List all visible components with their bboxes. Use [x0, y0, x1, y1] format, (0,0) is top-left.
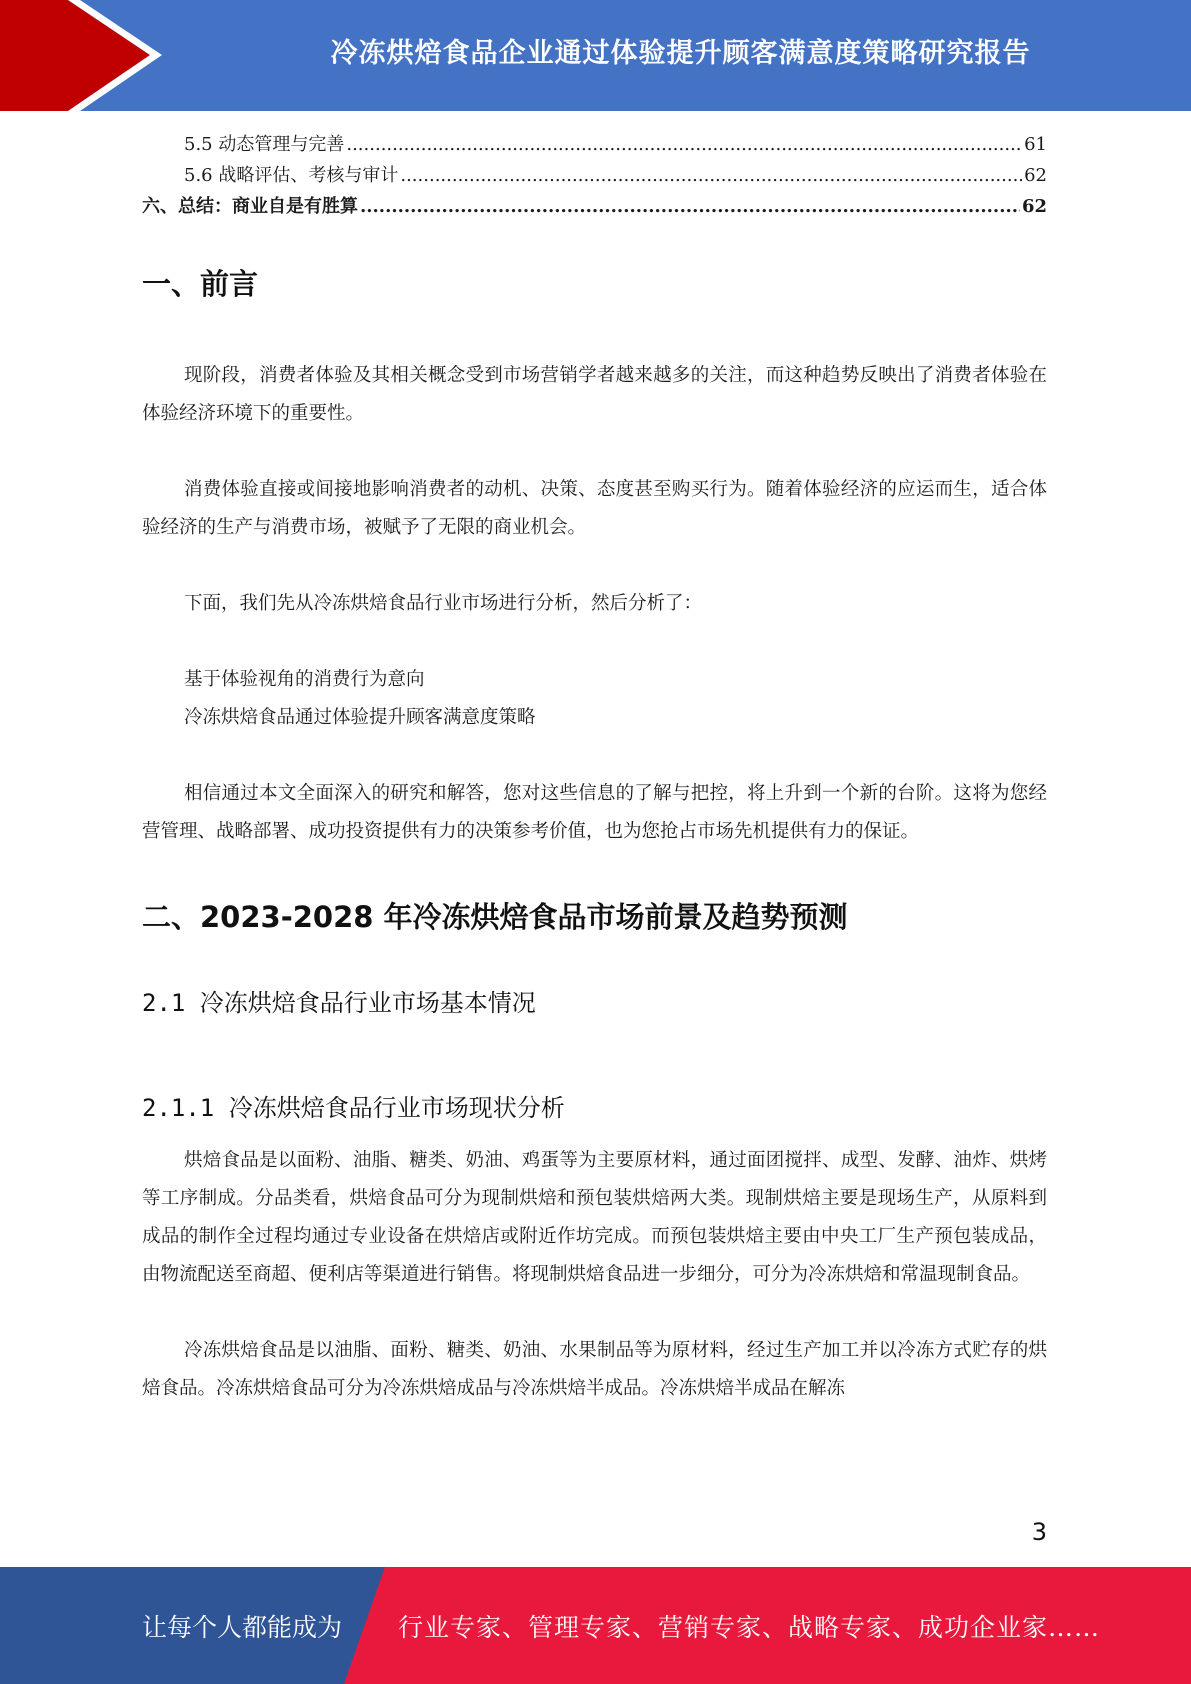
paragraph: 相信通过本文全面深入的研究和解答，您对这些信息的了解与把控，将上升到一个新的台阶。这将为您经营管理、战略部署、成功投资提供有力的决策参考价值，也为您抢占市场先机提供有力的保证。: [142, 783, 1047, 842]
page-number: 3: [1031, 1518, 1047, 1546]
paragraph: 消费体验直接或间接地影响消费者的动机、决策、态度甚至购买行为。随着体验经济的应运而生，适合体验经济的生产与消费市场，被赋予了无限的商业机会。: [142, 479, 1047, 538]
subsection-heading-2-1: 2.1 冷冻烘焙食品行业市场基本情况: [142, 989, 536, 1017]
document-body: [142, 262, 1047, 1408]
report-title: 冷冻烘焙食品企业通过体验提升顾客满意度策略研究报告: [330, 37, 1031, 69]
list-item: 冷冻烘焙食品通过体验提升顾客满意度策略: [184, 707, 536, 728]
section-heading-preface: 一、前言: [142, 267, 259, 301]
paragraph: 冷冻烘焙食品是以油脂、面粉、糖类、奶油、水果制品等为原材料，经过生产加工并以冷冻方式贮存的烘焙食品。冷冻烘焙食品可分为冷冻烘焙成品与冷冻烘焙半成品。冷冻烘焙半成品在解冻: [142, 1340, 1047, 1399]
footer-slogan-right: 行业专家、管理专家、营销专家、战略专家、成功企业家……: [398, 1612, 1101, 1642]
footer-slogan-left: 让每个人都能成为: [142, 1612, 343, 1642]
list-item: 基于体验视角的消费行为意向: [184, 669, 425, 690]
toc-leader-dots: [400, 165, 1022, 186]
toc-entry-title: 5.5 动态管理与完善: [184, 134, 345, 155]
subsection-heading-2-1-1: 2.1.1 冷冻烘焙食品行业市场现状分析: [142, 1094, 565, 1122]
toc-leader-dots: [346, 134, 1022, 155]
toc-entry-title: 六、总结：商业自是有胜算: [142, 196, 358, 217]
paragraph: 下面，我们先从冷冻烘焙食品行业市场进行分析，然后分析了：: [184, 593, 703, 614]
toc-entry-5-6[interactable]: [142, 161, 1047, 192]
section-heading-market-outlook: 二、2023-2028 年冷冻烘焙食品市场前景及趋势预测: [142, 900, 848, 934]
page-footer: [0, 1567, 1191, 1684]
toc-entry-5-5[interactable]: [142, 130, 1047, 161]
table-of-contents: [142, 130, 1047, 223]
page-header: [0, 0, 1191, 111]
toc-entry-page: 61: [1024, 134, 1047, 155]
toc-entry-page: 62: [1021, 196, 1047, 217]
toc-entry-chapter-6[interactable]: [142, 192, 1047, 223]
paragraph: 现阶段，消费者体验及其相关概念受到市场营销学者越来越多的关注，而这种趋势反映出了消费者体验在体验经济环境下的重要性。: [142, 365, 1047, 424]
paragraph: 烘焙食品是以面粉、油脂、糖类、奶油、鸡蛋等为主要原材料，通过面团搅拌、成型、发酵、油炸、烘烤等工序制成。分品类看，烘焙食品可分为现制烘焙和预包装烘焙两大类。现制烘焙主要是现场生产，从原料到成品的制作全过程均通过专业设备在烘焙店或附近作坊完成。而预包装烘焙主要由中央工厂生产预包装成品，由物流配送至商超、便利店等渠道进行销售。将现制烘焙食品进一步细分，可分为冷冻烘焙和常温现制食品。: [142, 1150, 1047, 1285]
toc-leader-dots: [360, 196, 1020, 217]
toc-entry-page: 62: [1024, 165, 1047, 186]
toc-entry-title: 5.6 战略评估、考核与审计: [184, 165, 399, 186]
